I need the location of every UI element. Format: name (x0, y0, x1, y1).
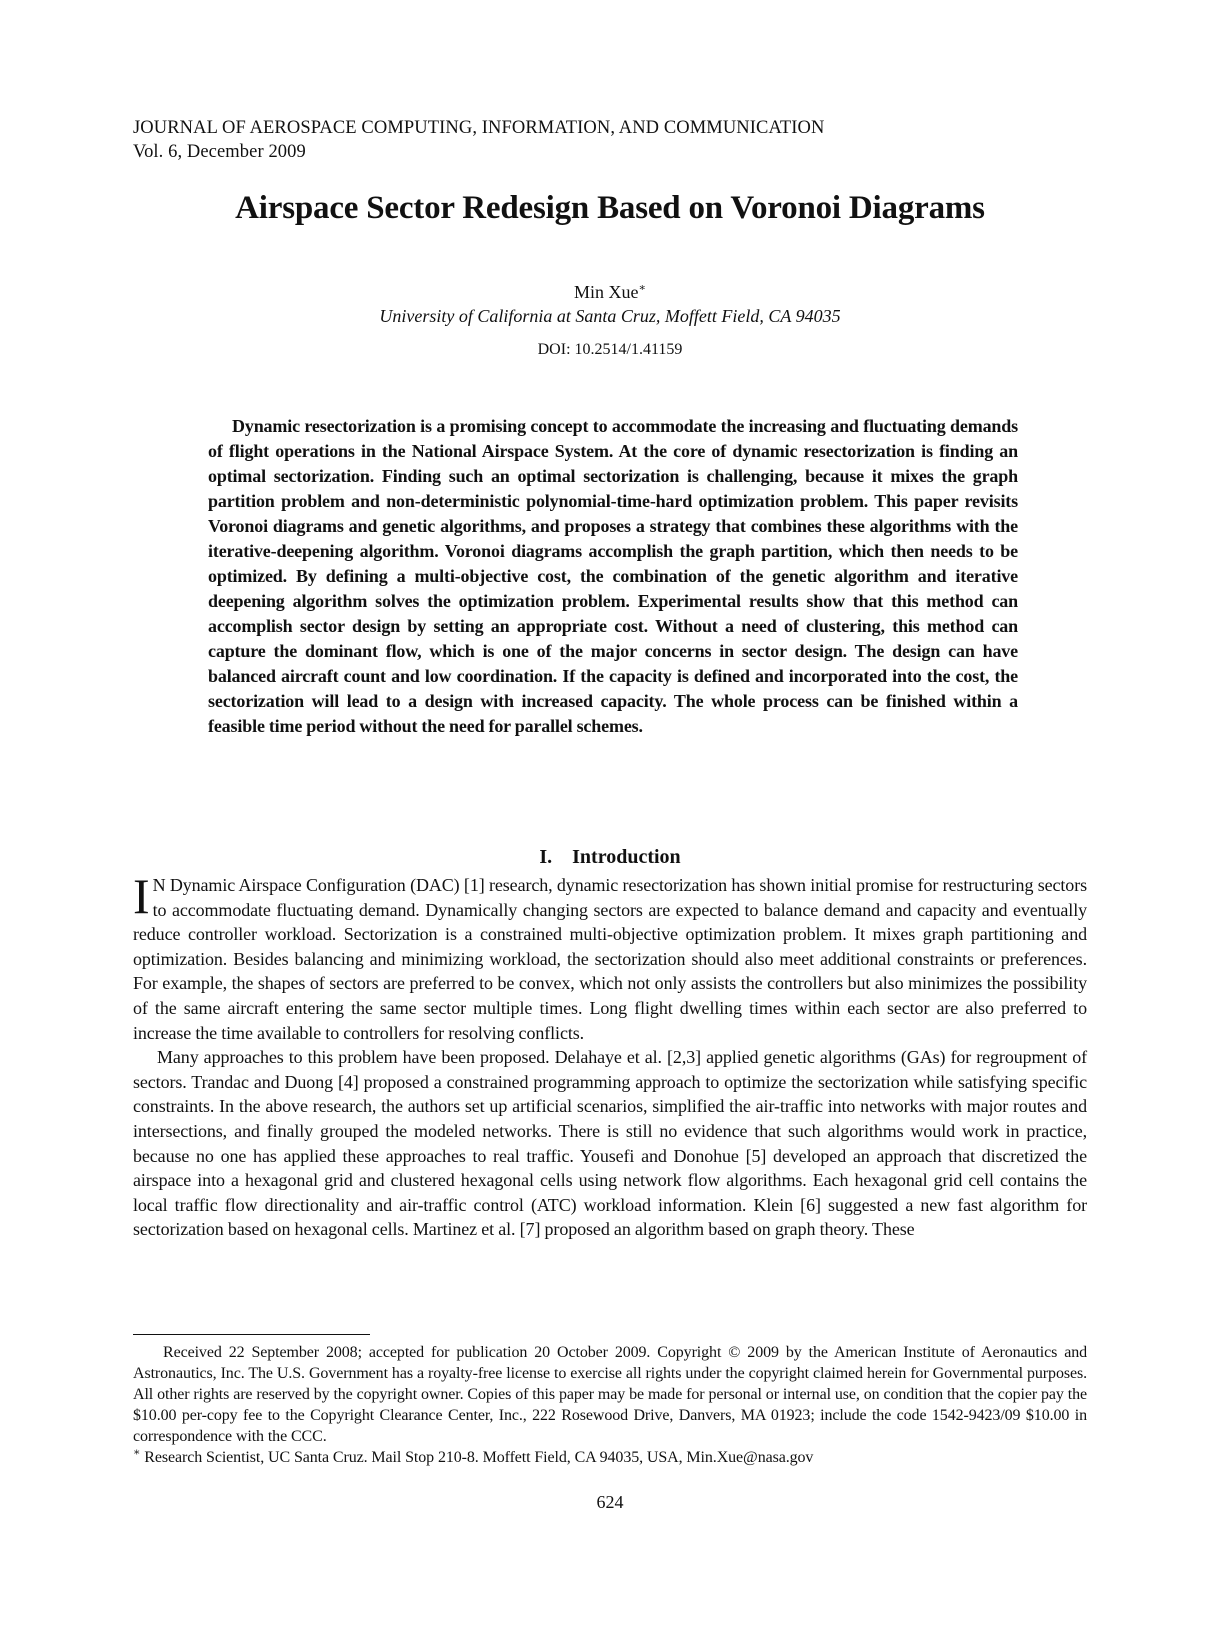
author-footnote-mark: ∗ (638, 282, 646, 294)
drop-cap: I (133, 868, 150, 924)
section-title: Introduction (572, 846, 681, 868)
footnotes (133, 1342, 1087, 1468)
journal-name: JOURNAL OF AEROSPACE COMPUTING, INFORMATION, AND COMMUNICATION (133, 118, 825, 138)
body-text (133, 868, 1087, 1242)
author-affiliation: University of California at Santa Cruz, Moffett Field, CA 94035 (379, 306, 841, 326)
footnote-author-mark: ∗ (133, 1446, 141, 1459)
section-heading (133, 844, 1087, 870)
footnote-received: Received 22 September 2008; accepted for publication 20 October 2009. Copyright © 2009 by the American Institute of Aeronautics and Astronautics, Inc. The U.S. Government has a royalty-free license to exercise all rights under the copyright claimed herein for Governmental purposes. All other rights are reserved by the copyright owner. Copies of this paper may be made for personal or internal use, on condition that the copier pay the $10.00 per-copy fee to the Copyright Clearance Center, Inc., 222 Rosewood Drive, Danvers, MA 01923; include the code 1542-9423/09 $10.00 in correspondence with the CCC. (133, 1344, 1087, 1445)
footnote-author (133, 1447, 1087, 1468)
footnote-rule (133, 1334, 370, 1335)
paper-title: Airspace Sector Redesign Based on Voronoi Diagrams (235, 190, 985, 226)
abstract: Dynamic resectorization is a promising concept to accommodate the increasing and fluctuating demands of flight operations in the National Airspace System. At the core of dynamic resectorization is finding an optimal sectorization. Finding such an optimal sectorization is challenging, because it mixes the graph partition problem and non-deterministic polynomial-time-hard optimization problem. This paper revisits Voronoi diagrams and genetic algorithms, and proposes a strategy that combines these algorithms with the iterative-deepening algorithm. Voronoi diagrams accomplish the graph partition, which then needs to be optimized. By defining a multi-objective cost, the combination of the genetic algorithm and iterative deepening algorithm solves the optimization problem. Experimental results show that this method can accomplish sector design by setting an appropriate cost. Without a need of clustering, this method can capture the dominant flow, which is one of the major concerns in sector design. The design can have balanced aircraft count and low coordination. If the capacity is defined and incorporated into the cost, the sectorization will lead to a design with increased capacity. The whole process can be finished within a feasible time period without the need for parallel schemes. (208, 416, 1018, 736)
page-number: 624 (596, 1492, 624, 1512)
paragraph-1-text: N Dynamic Airspace Configuration (DAC) [1] research, dynamic resectorization has shown initial promise for restructuring sectors to accommodate fluctuating demand. Dynamically changing sectors are expected to balance demand and capacity and eventually reduce controller workload. Sectorization is a constrained multi-objective optimization problem. It mixes graph partitioning and optimization. Besides balancing and minimizing workload, the sectorization should also meet additional constraints or preferences. For example, the shapes of sectors are preferred to be convex, which not only assists the controllers but also minimizes the possibility of the same aircraft entering the same sector multiple times. Long flight dwelling times within each sector are also preferred to increase the time available to controllers for resolving conflicts. (133, 875, 1087, 1043)
author-name: Min Xue (574, 282, 639, 302)
doi: DOI: 10.2514/1.41159 (537, 341, 683, 358)
journal-header (133, 116, 824, 164)
section-number: I. (539, 846, 553, 868)
author-line (133, 280, 1087, 304)
journal-volume: Vol. 6, December 2009 (133, 142, 306, 162)
paragraph-2-text: Many approaches to this problem have been proposed. Delahaye et al. [2,3] applied genetic algorithms (GAs) for regroupment of sectors. Trandac and Duong [4] proposed a constrained programming approach to optimize the sectorization while satisfying specific constraints. In the above research, the authors set up artificial scenarios, simplified the air-traffic into networks with major routes and intersections, and finally grouped the modeled networks. There is still no evidence that such algorithms would work in practice, because no one has applied these approaches to real traffic. Yousefi and Donohue [5] developed an approach that discretized the airspace into a hexagonal grid and clustered hexagonal cells using network flow algorithms. Each hexagonal grid cell contains the local traffic flow directionality and air-traffic control (ATC) workload information. Klein [6] suggested a new fast algorithm for sectorization based on hexagonal cells. Martinez et al. [7] proposed an algorithm based on graph theory. These (133, 1047, 1087, 1240)
footnote-author-text: Research Scientist, UC Santa Cruz. Mail Stop 210-8. Moffett Field, CA 94035, USA, Min.Xue@nasa.gov (140, 1449, 814, 1466)
paragraph (133, 868, 1087, 1045)
